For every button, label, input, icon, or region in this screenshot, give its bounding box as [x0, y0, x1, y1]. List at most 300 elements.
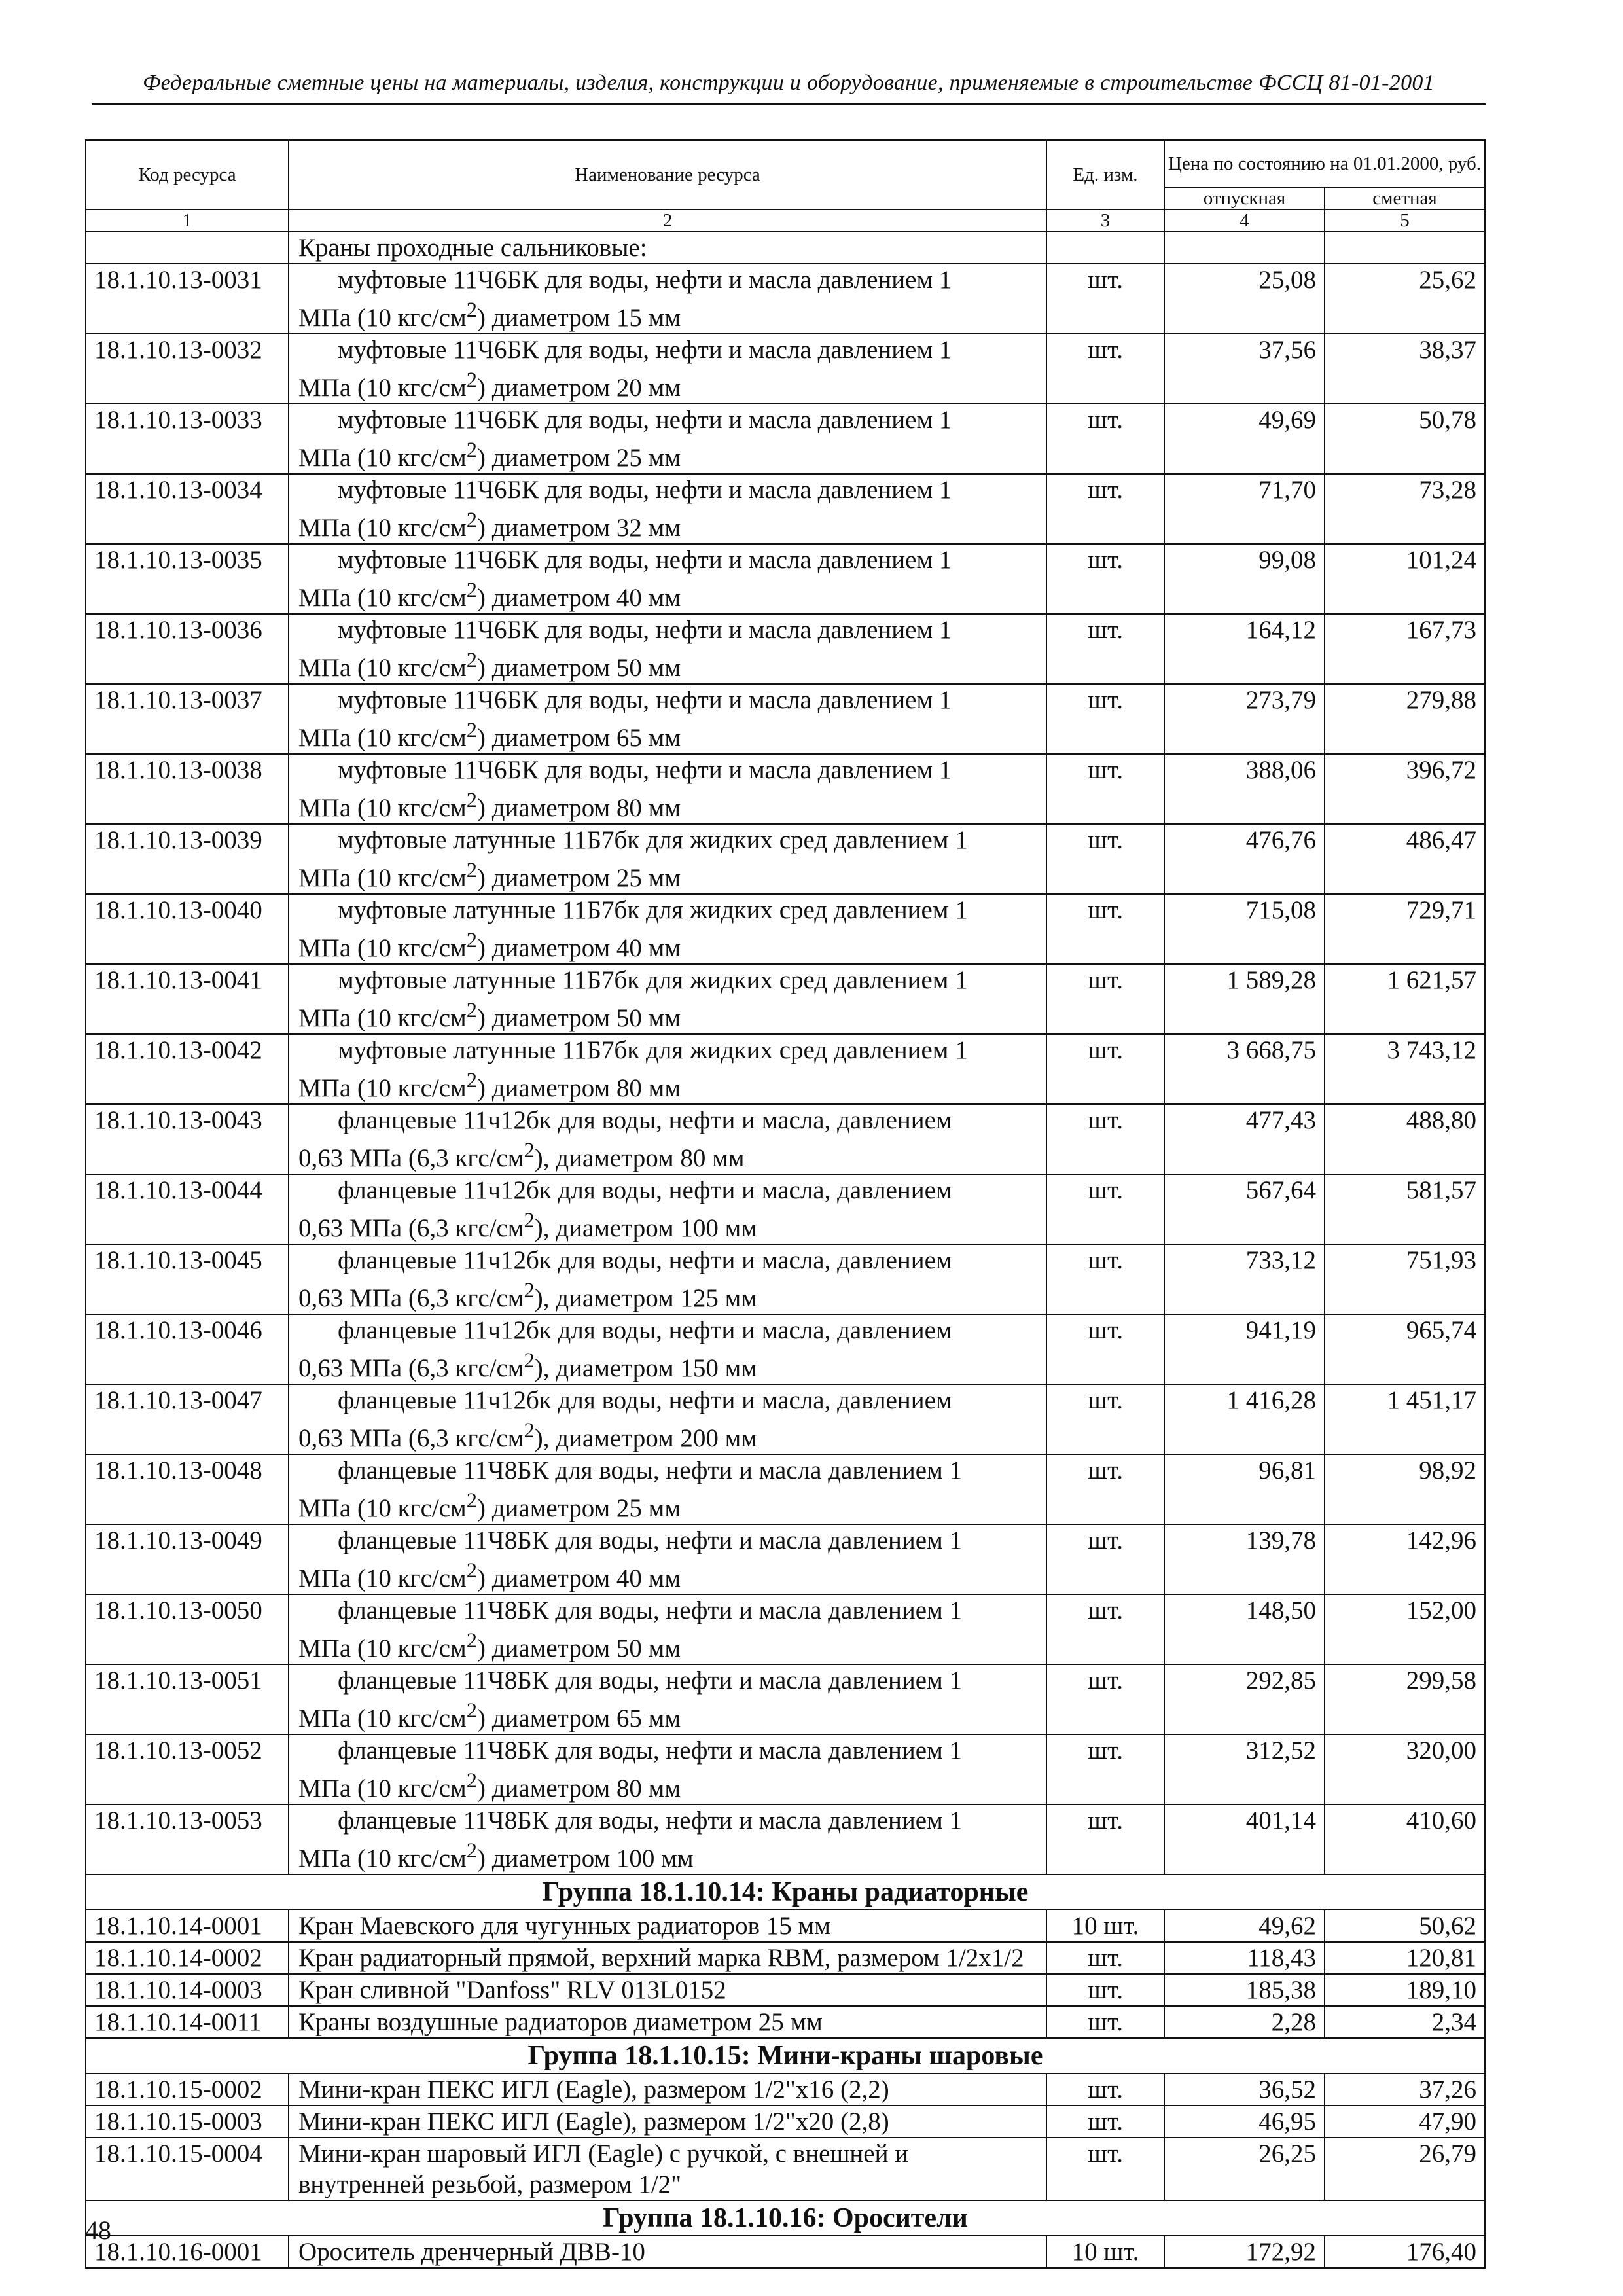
- resource-code: 18.1.10.13-0034: [86, 474, 289, 544]
- resource-code: 18.1.10.14-0001: [86, 1910, 289, 1942]
- name-line-2-end: ) диаметром 100 мм: [476, 1844, 694, 1873]
- release-price: 185,38: [1164, 1974, 1325, 2006]
- name-line-2-end: ) диаметром 65 мм: [476, 724, 681, 752]
- name-line-2: [298, 295, 1041, 333]
- resource-code: 18.1.10.13-0043: [86, 1104, 289, 1174]
- superscript: 2: [466, 929, 477, 952]
- superscript: 2: [466, 859, 477, 882]
- resource-code: 18.1.10.13-0035: [86, 544, 289, 614]
- resource-name: [289, 474, 1046, 544]
- estimate-price: 299,58: [1325, 1664, 1485, 1734]
- table-body-13: [86, 232, 1485, 1874]
- superscript: 2: [524, 1419, 535, 1443]
- running-header: Федеральные сметные цены на материалы, изделия, конструкции и оборудование, применяемые в строительстве ФССЦ 81-01-2001: [143, 71, 1435, 95]
- name-line-2-end: ) диаметром 32 мм: [476, 514, 681, 542]
- estimate-price: 1 621,57: [1325, 964, 1485, 1034]
- table-row: [86, 824, 1485, 894]
- column-number: 3: [1046, 209, 1164, 232]
- name-line-2-start: МПа (10 кгс/см: [298, 794, 467, 822]
- release-price: 312,52: [1164, 1734, 1325, 1804]
- name-line-2-start: МПа (10 кгс/см: [298, 304, 467, 332]
- estimate-price: 1 451,17: [1325, 1384, 1485, 1454]
- superscript: 2: [466, 999, 477, 1022]
- name-line-2-end: ), диаметром 200 мм: [534, 1424, 758, 1452]
- name-line-2-start: 0,63 МПа (6,3 кгс/см: [298, 1354, 524, 1382]
- name-line-2-end: ), диаметром 125 мм: [534, 1284, 758, 1312]
- release-price: 99,08: [1164, 544, 1325, 614]
- name-line-2-end: ) диаметром 80 мм: [476, 794, 681, 822]
- release-price: 49,62: [1164, 1910, 1325, 1942]
- release-price: 1 416,28: [1164, 1384, 1325, 1454]
- release-price: 292,85: [1164, 1664, 1325, 1734]
- superscript: 2: [466, 1839, 477, 1863]
- name-line-2: [298, 505, 1041, 543]
- name-line-2-start: МПа (10 кгс/см: [298, 374, 467, 402]
- unit: шт.: [1046, 404, 1164, 474]
- name-line-2-start: МПа (10 кгс/см: [298, 864, 467, 892]
- subheading: Краны проходные сальниковые:: [289, 232, 1046, 264]
- estimate-price: 410,60: [1325, 1804, 1485, 1874]
- estimate-price: 176,40: [1325, 2236, 1485, 2268]
- estimate-price: 37,26: [1325, 2073, 1485, 2106]
- estimate-price: 279,88: [1325, 684, 1485, 754]
- release-price: 567,64: [1164, 1174, 1325, 1244]
- resource-code: 18.1.10.13-0051: [86, 1664, 289, 1734]
- name-line-2-start: МПа (10 кгс/см: [298, 724, 467, 752]
- table-row: [86, 1034, 1485, 1104]
- unit: шт.: [1046, 894, 1164, 964]
- table-row: [86, 684, 1485, 754]
- name-line-2-end: ) диаметром 25 мм: [476, 1494, 681, 1522]
- resource-name: [289, 404, 1046, 474]
- release-price: 96,81: [1164, 1454, 1325, 1524]
- table-row: [86, 754, 1485, 824]
- release-price: 46,95: [1164, 2106, 1325, 2138]
- table-row: [86, 1314, 1485, 1384]
- name-line-2-start: МПа (10 кгс/см: [298, 514, 467, 542]
- resource-name: [289, 1524, 1046, 1594]
- unit: шт.: [1046, 684, 1164, 754]
- release-price: 273,79: [1164, 684, 1325, 754]
- resource-code: 18.1.10.13-0041: [86, 964, 289, 1034]
- resource-code: 18.1.10.13-0046: [86, 1314, 289, 1384]
- resource-name: [289, 1594, 1046, 1664]
- estimate-price: 26,79: [1325, 2138, 1485, 2200]
- release-price: 1 589,28: [1164, 964, 1325, 1034]
- column-number-row: [86, 209, 1485, 232]
- name-line-2: [298, 855, 1041, 893]
- superscript: 2: [524, 1279, 535, 1302]
- table-row: [86, 1104, 1485, 1174]
- unit: 10 шт.: [1046, 1910, 1164, 1942]
- superscript: 2: [466, 1769, 477, 1793]
- superscript: 2: [466, 1629, 477, 1653]
- name-line-2-start: МПа (10 кгс/см: [298, 1844, 467, 1873]
- name-line-2-end: ) диаметром 40 мм: [476, 584, 681, 612]
- estimate-price: 965,74: [1325, 1314, 1485, 1384]
- resource-code: 18.1.10.13-0045: [86, 1244, 289, 1314]
- name-line-1: фланцевые 11ч12бк для воды, нефти и масла, давлением: [338, 1316, 952, 1344]
- estimate-price: 167,73: [1325, 614, 1485, 684]
- resource-code: 18.1.10.13-0048: [86, 1454, 289, 1524]
- resource-name: [289, 1174, 1046, 1244]
- estimate-price: 729,71: [1325, 894, 1485, 964]
- estimate-price: 38,37: [1325, 334, 1485, 404]
- unit: шт.: [1046, 1034, 1164, 1104]
- name-line-2-start: МПа (10 кгс/см: [298, 584, 467, 612]
- name-line-2: [298, 365, 1041, 403]
- name-line-1: фланцевые 11ч12бк для воды, нефти и масла, давлением: [338, 1176, 952, 1204]
- release-price: 148,50: [1164, 1594, 1325, 1664]
- resource-name: [289, 1664, 1046, 1734]
- name-line-2-start: 0,63 МПа (6,3 кгс/см: [298, 1284, 524, 1312]
- resource-name: [289, 614, 1046, 684]
- name-line-2-end: ), диаметром 100 мм: [534, 1214, 758, 1242]
- resource-code: 18.1.10.13-0032: [86, 334, 289, 404]
- resource-name: [289, 684, 1046, 754]
- release-price: 476,76: [1164, 824, 1325, 894]
- estimate-price: 189,10: [1325, 1974, 1485, 2006]
- release-price: 388,06: [1164, 754, 1325, 824]
- resource-name: [289, 1034, 1046, 1104]
- unit: шт.: [1046, 1734, 1164, 1804]
- estimate-price: 101,24: [1325, 544, 1485, 614]
- name-line-2-start: МПа (10 кгс/см: [298, 1004, 467, 1032]
- unit: шт.: [1046, 1174, 1164, 1244]
- name-line-1: фланцевые 11Ч8БК для воды, нефти и масла давлением 1: [338, 1806, 962, 1835]
- table-row: [86, 2236, 1485, 2268]
- superscript: 2: [466, 719, 477, 742]
- group-heading: Группа 18.1.10.16: Оросители: [86, 2200, 1485, 2236]
- resource-code: 18.1.10.13-0040: [86, 894, 289, 964]
- table-row: [86, 1974, 1485, 2006]
- name-line-2-end: ) диаметром 25 мм: [476, 444, 681, 472]
- name-line-2-end: ) диаметром 50 мм: [476, 1004, 681, 1032]
- unit: шт.: [1046, 1104, 1164, 1174]
- name-line-1: муфтовые латунные 11Б7бк для жидких сред давлением 1: [338, 896, 968, 924]
- name-line-2-start: МПа (10 кгс/см: [298, 1494, 467, 1522]
- resource-code: 18.1.10.15-0004: [86, 2138, 289, 2200]
- name-line-2: [298, 435, 1041, 473]
- resource-name: [289, 1244, 1046, 1314]
- resource-code: 18.1.10.14-0002: [86, 1942, 289, 1974]
- name-line-1: муфтовые латунные 11Б7бк для жидких сред давлением 1: [338, 826, 968, 854]
- superscript: 2: [524, 1349, 535, 1372]
- resource-name: [289, 964, 1046, 1034]
- estimate-price: 581,57: [1325, 1174, 1485, 1244]
- name-line-2-end: ) диаметром 50 мм: [476, 1634, 681, 1662]
- name-line-2-start: МПа (10 кгс/см: [298, 1704, 467, 1732]
- table-row: [86, 1384, 1485, 1454]
- resource-name: [289, 1454, 1046, 1524]
- table-row: [86, 404, 1485, 474]
- name-line-2: [298, 1556, 1041, 1594]
- unit: шт.: [1046, 2073, 1164, 2106]
- resource-code: 18.1.10.16-0001: [86, 2236, 289, 2268]
- table-row: [86, 894, 1485, 964]
- unit: шт.: [1046, 824, 1164, 894]
- name-line-1: муфтовые 11Ч6БК для воды, нефти и масла давлением 1: [338, 266, 952, 294]
- unit: шт.: [1046, 1804, 1164, 1874]
- name-line-1: муфтовые 11Ч6БК для воды, нефти и масла давлением 1: [338, 336, 952, 364]
- resource-name: [289, 1104, 1046, 1174]
- name-line-1: муфтовые 11Ч6БК для воды, нефти и масла давлением 1: [338, 616, 952, 644]
- name-line-2-end: ) диаметром 80 мм: [476, 1774, 681, 1803]
- group-18-1-10-16: [86, 2200, 1485, 2268]
- header-release-price: отпускная: [1164, 187, 1325, 209]
- resource-name: Кран Маевского для чугунных радиаторов 15 мм: [289, 1910, 1046, 1942]
- release-price: 37,56: [1164, 334, 1325, 404]
- resource-name: [289, 334, 1046, 404]
- name-line-1: фланцевые 11Ч8БК для воды, нефти и масла давлением 1: [338, 1456, 962, 1484]
- name-line-1: муфтовые латунные 11Б7бк для жидких сред давлением 1: [338, 1036, 968, 1064]
- resource-name: [289, 1314, 1046, 1384]
- superscript: 2: [524, 1209, 535, 1232]
- resource-code: 18.1.10.13-0042: [86, 1034, 289, 1104]
- release-price: 71,70: [1164, 474, 1325, 544]
- name-line-1: фланцевые 11Ч8БК для воды, нефти и масла давлением 1: [338, 1526, 962, 1554]
- resource-code: 18.1.10.13-0038: [86, 754, 289, 824]
- resource-name: [289, 1804, 1046, 1874]
- resource-name: Мини-кран шаровый ИГЛ (Eagle) с ручкой, с внешней и внутренней резьбой, размером 1/2": [289, 2138, 1046, 2200]
- estimate-price: 486,47: [1325, 824, 1485, 894]
- superscript: 2: [466, 368, 477, 392]
- estimate-price: 2,34: [1325, 2006, 1485, 2038]
- unit: шт.: [1046, 1594, 1164, 1664]
- release-price: 3 668,75: [1164, 1034, 1325, 1104]
- subheading-row: [86, 232, 1485, 264]
- group-18-1-10-14: [86, 1874, 1485, 2038]
- resource-code: 18.1.10.13-0049: [86, 1524, 289, 1594]
- name-line-2-end: ), диаметром 150 мм: [534, 1354, 758, 1382]
- table-row: [86, 614, 1485, 684]
- unit: шт.: [1046, 1384, 1164, 1454]
- release-price: 25,08: [1164, 264, 1325, 334]
- release-price: 172,92: [1164, 2236, 1325, 2268]
- name-line-2: [298, 645, 1041, 683]
- release-price: 49,69: [1164, 404, 1325, 474]
- unit: шт.: [1046, 1244, 1164, 1314]
- name-line-2-start: 0,63 МПа (6,3 кгс/см: [298, 1144, 524, 1172]
- unit: шт.: [1046, 614, 1164, 684]
- name-line-2: [298, 1416, 1041, 1454]
- resource-name: Ороситель дренчерный ДВВ-10: [289, 2236, 1046, 2268]
- name-line-1: муфтовые латунные 11Б7бк для жидких сред давлением 1: [338, 966, 968, 994]
- price-table: [85, 139, 1486, 2269]
- name-line-2: [298, 1206, 1041, 1244]
- resource-name: Краны воздушные радиаторов диаметром 25 мм: [289, 2006, 1046, 2038]
- name-line-1: муфтовые 11Ч6БК для воды, нефти и масла давлением 1: [338, 406, 952, 434]
- name-line-2-end: ) диаметром 20 мм: [476, 374, 681, 402]
- name-line-2: [298, 715, 1041, 753]
- header-code: Код ресурса: [86, 140, 289, 209]
- name-line-2: [298, 1136, 1041, 1174]
- resource-code: 18.1.10.14-0011: [86, 2006, 289, 2038]
- resource-code: 18.1.10.13-0044: [86, 1174, 289, 1244]
- name-line-2: [298, 1066, 1041, 1103]
- release-price: 36,52: [1164, 2073, 1325, 2106]
- resource-code: 18.1.10.13-0047: [86, 1384, 289, 1454]
- table-row: [86, 1734, 1485, 1804]
- superscript: 2: [524, 1139, 535, 1162]
- resource-name: [289, 1384, 1046, 1454]
- table-row: [86, 264, 1485, 334]
- release-price: 941,19: [1164, 1314, 1325, 1384]
- table-row: [86, 964, 1485, 1034]
- resource-name: [289, 824, 1046, 894]
- name-line-2: [298, 1276, 1041, 1314]
- resource-name: [289, 894, 1046, 964]
- unit: шт.: [1046, 334, 1164, 404]
- table-row: [86, 2138, 1485, 2200]
- superscript: 2: [466, 1069, 477, 1092]
- resource-code: 18.1.10.13-0031: [86, 264, 289, 334]
- estimate-price: 25,62: [1325, 264, 1485, 334]
- table-row: [86, 1524, 1485, 1594]
- name-line-2-start: МПа (10 кгс/см: [298, 1564, 467, 1592]
- resource-code: 18.1.10.13-0037: [86, 684, 289, 754]
- table-row: [86, 544, 1485, 614]
- release-price: 118,43: [1164, 1942, 1325, 1974]
- name-line-2: [298, 785, 1041, 823]
- unit: шт.: [1046, 1664, 1164, 1734]
- header-estimate-price: сметная: [1325, 187, 1485, 209]
- column-number: 4: [1164, 209, 1325, 232]
- name-line-1: фланцевые 11ч12бк для воды, нефти и масла, давлением: [338, 1386, 952, 1414]
- table-row: [86, 1942, 1485, 1974]
- name-line-2: [298, 1346, 1041, 1384]
- table-row: [86, 1910, 1485, 1942]
- release-price: 401,14: [1164, 1804, 1325, 1874]
- superscript: 2: [466, 1699, 477, 1723]
- name-line-2-start: МПа (10 кгс/см: [298, 934, 467, 962]
- name-line-1: фланцевые 11Ч8БК для воды, нефти и масла давлением 1: [338, 1666, 962, 1695]
- name-line-2: [298, 575, 1041, 613]
- unit: 10 шт.: [1046, 2236, 1164, 2268]
- name-line-1: фланцевые 11Ч8БК для воды, нефти и масла давлением 1: [338, 1596, 962, 1624]
- name-line-2: [298, 1836, 1041, 1874]
- estimate-price: 396,72: [1325, 754, 1485, 824]
- superscript: 2: [466, 789, 477, 812]
- table-row: [86, 2106, 1485, 2138]
- table-row: [86, 1804, 1485, 1874]
- name-line-2-end: ) диаметром 25 мм: [476, 864, 681, 892]
- estimate-price: 50,78: [1325, 404, 1485, 474]
- name-line-2-end: ) диаметром 40 мм: [476, 934, 681, 962]
- unit: шт.: [1046, 2138, 1164, 2200]
- group-heading: Группа 18.1.10.15: Мини-краны шаровые: [86, 2038, 1485, 2073]
- name-line-1: муфтовые 11Ч6БК для воды, нефти и масла давлением 1: [338, 476, 952, 504]
- table-row: [86, 1664, 1485, 1734]
- superscript: 2: [466, 1489, 477, 1513]
- estimate-price: 98,92: [1325, 1454, 1485, 1524]
- superscript: 2: [466, 298, 477, 322]
- page-number: 48: [85, 2215, 111, 2245]
- release-price: 733,12: [1164, 1244, 1325, 1314]
- release-price: 164,12: [1164, 614, 1325, 684]
- column-number: 2: [289, 209, 1046, 232]
- resource-name: [289, 264, 1046, 334]
- column-number: 1: [86, 209, 289, 232]
- unit: шт.: [1046, 2006, 1164, 2038]
- name-line-1: муфтовые 11Ч6БК для воды, нефти и масла давлением 1: [338, 756, 952, 784]
- estimate-price: 320,00: [1325, 1734, 1485, 1804]
- table-row: [86, 1244, 1485, 1314]
- name-line-2-end: ) диаметром 50 мм: [476, 654, 681, 682]
- name-line-2: [298, 1486, 1041, 1524]
- header-price-group: Цена по состоянию на 01.01.2000, руб.: [1164, 140, 1485, 187]
- resource-name: Мини-кран ПЕКС ИГЛ (Eagle), размером 1/2"x20 (2,8): [289, 2106, 1046, 2138]
- release-price: 2,28: [1164, 2006, 1325, 2038]
- name-line-2-start: 0,63 МПа (6,3 кгс/см: [298, 1214, 524, 1242]
- group-18-1-10-15: [86, 2038, 1485, 2200]
- table-row: [86, 2073, 1485, 2106]
- resource-name: [289, 1734, 1046, 1804]
- name-line-2-end: ) диаметром 80 мм: [476, 1074, 681, 1102]
- table-row: [86, 1174, 1485, 1244]
- superscript: 2: [466, 439, 477, 462]
- unit: шт.: [1046, 1314, 1164, 1384]
- name-line-1: фланцевые 11ч12бк для воды, нефти и масла, давлением: [338, 1106, 952, 1134]
- resource-name: Кран сливной "Danfoss" RLV 013L0152: [289, 1974, 1046, 2006]
- resource-code: 18.1.10.14-0003: [86, 1974, 289, 2006]
- name-line-2-start: МПа (10 кгс/см: [298, 1074, 467, 1102]
- name-line-1: муфтовые 11Ч6БК для воды, нефти и масла давлением 1: [338, 686, 952, 714]
- estimate-price: 142,96: [1325, 1524, 1485, 1594]
- unit: шт.: [1046, 754, 1164, 824]
- name-line-2: [298, 1696, 1041, 1734]
- unit: шт.: [1046, 1942, 1164, 1974]
- resource-code: 18.1.10.13-0033: [86, 404, 289, 474]
- unit: шт.: [1046, 544, 1164, 614]
- estimate-price: 3 743,12: [1325, 1034, 1485, 1104]
- name-line-1: фланцевые 11ч12бк для воды, нефти и масла, давлением: [338, 1246, 952, 1274]
- column-number: 5: [1325, 209, 1485, 232]
- unit: шт.: [1046, 2106, 1164, 2138]
- name-line-2-end: ) диаметром 65 мм: [476, 1704, 681, 1732]
- name-line-2-end: ) диаметром 40 мм: [476, 1564, 681, 1592]
- resource-code: 18.1.10.13-0036: [86, 614, 289, 684]
- table-row: [86, 334, 1485, 404]
- estimate-price: 73,28: [1325, 474, 1485, 544]
- resource-name: [289, 544, 1046, 614]
- release-price: 139,78: [1164, 1524, 1325, 1594]
- unit: шт.: [1046, 1974, 1164, 2006]
- name-line-2: [298, 1766, 1041, 1804]
- table-row: [86, 474, 1485, 544]
- release-price: 715,08: [1164, 894, 1325, 964]
- name-line-2-start: МПа (10 кгс/см: [298, 1634, 467, 1662]
- name-line-1: муфтовые 11Ч6БК для воды, нефти и масла давлением 1: [338, 546, 952, 574]
- name-line-2-start: МПа (10 кгс/см: [298, 444, 467, 472]
- table-row: [86, 1454, 1485, 1524]
- unit: шт.: [1046, 1454, 1164, 1524]
- estimate-price: 47,90: [1325, 2106, 1485, 2138]
- unit: шт.: [1046, 964, 1164, 1034]
- estimate-price: 120,81: [1325, 1942, 1485, 1974]
- name-line-1: фланцевые 11Ч8БК для воды, нефти и масла давлением 1: [338, 1736, 962, 1765]
- name-line-2: [298, 925, 1041, 963]
- resource-code: 18.1.10.15-0003: [86, 2106, 289, 2138]
- unit: шт.: [1046, 474, 1164, 544]
- header-unit: Ед. изм.: [1046, 140, 1164, 209]
- estimate-price: 50,62: [1325, 1910, 1485, 1942]
- name-line-2-start: МПа (10 кгс/см: [298, 1774, 467, 1803]
- resource-code: 18.1.10.13-0053: [86, 1804, 289, 1874]
- superscript: 2: [466, 509, 477, 532]
- header-name: Наименование ресурса: [289, 140, 1046, 209]
- name-line-2-start: 0,63 МПа (6,3 кгс/см: [298, 1424, 524, 1452]
